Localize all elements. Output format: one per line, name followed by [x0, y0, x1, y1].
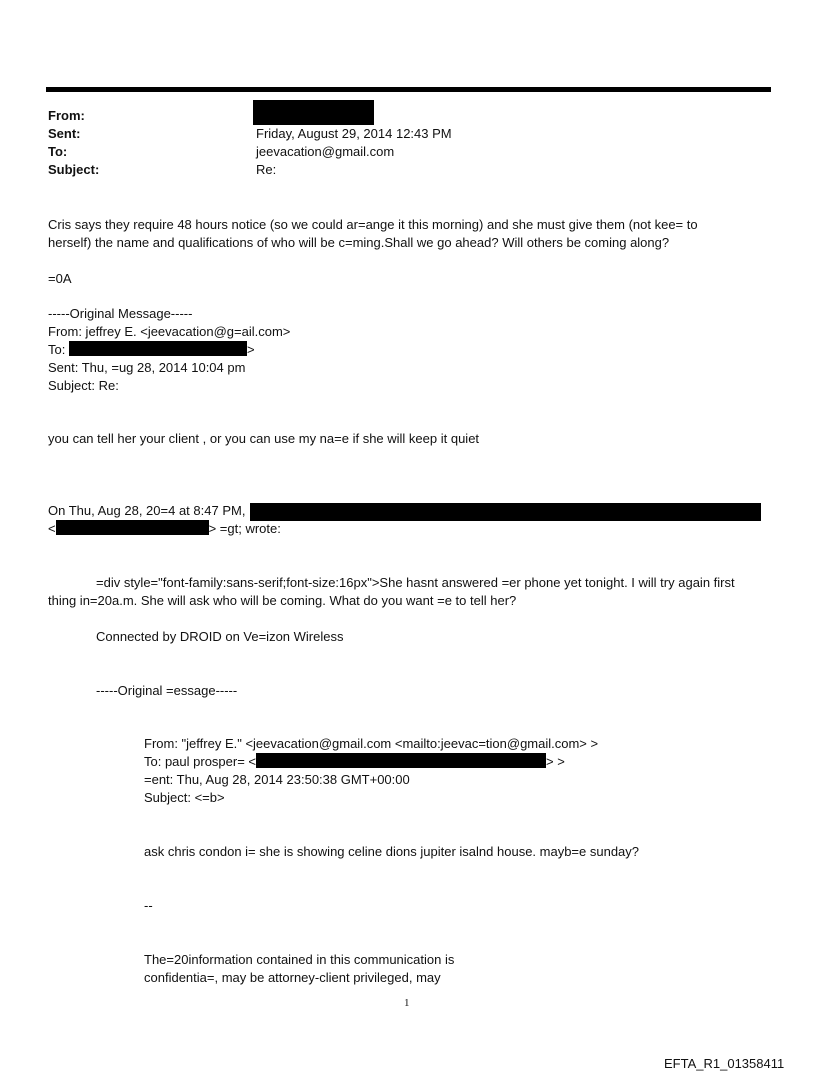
- original-to-suffix: >: [246, 342, 255, 357]
- sent-label: Sent:: [48, 126, 81, 141]
- original-message-heading: -----Original Message-----: [48, 306, 193, 321]
- redaction-from: [253, 100, 374, 125]
- redaction-to-2: [256, 753, 546, 768]
- subject-label: Subject:: [48, 162, 100, 177]
- original-2-to-suffix: > >: [546, 754, 565, 769]
- header-rule: [46, 87, 771, 92]
- ask-line: ask chris condon i= she is showing celine dions jupiter isalnd house. mayb=e sunday?: [144, 844, 640, 859]
- sent-value: Friday, August 29, 2014 12:43 PM: [256, 126, 452, 141]
- to-label: To:: [48, 144, 68, 159]
- subject-value: Re:: [256, 162, 277, 177]
- wrote-line: [48, 520, 281, 538]
- original-2-subject: Subject: <=b>: [144, 790, 225, 805]
- original-to: [48, 341, 255, 359]
- droid-line: Connected by DROID on Ve=izon Wireless: [96, 629, 344, 644]
- original-2-to: [144, 753, 565, 771]
- document-id: EFTA_R1_01358411: [664, 1056, 785, 1071]
- original-sent: Sent: Thu, =ug 28, 2014 10:04 pm: [48, 360, 246, 375]
- original-subject: Subject: Re:: [48, 378, 119, 393]
- body-para1-line1: Cris says they require 48 hours notice (so we could ar=ange it this morning) and she must give them (not kee= to: [48, 217, 698, 232]
- original-message-2-heading: -----Original =essage-----: [96, 683, 238, 698]
- redaction-sender-email: [56, 520, 209, 535]
- encoded-line: =0A: [48, 271, 72, 286]
- div-line-2: thing in=20a.m. She will ask who will be coming. What do you want =e to tell her?: [48, 593, 517, 608]
- page-number: 1: [404, 997, 410, 1009]
- original-to-prefix: To:: [48, 342, 69, 357]
- div-line-1: =div style="font-family:sans-serif;font-size:16px">She hasnt answered =er phone yet tonight. I will try again first: [96, 575, 735, 590]
- body-para1-line2: herself) the name and qualifications of who will be c=ming.Shall we go ahead? Will others be coming along?: [48, 235, 670, 250]
- original-from: From: jeffrey E. <jeevacation@g=ail.com>: [48, 324, 291, 339]
- signature-dashes: --: [144, 898, 153, 913]
- confidentiality-line-1: The=20information contained in this communication is: [144, 952, 455, 967]
- original-2-from: From: "jeffrey E." <jeevacation@gmail.com <mailto:jeevac=tion@gmail.com> >: [144, 736, 599, 751]
- original-2-sent: =ent: Thu, Aug 28, 2014 23:50:38 GMT+00:00: [144, 772, 410, 787]
- reply-line: you can tell her your client , or you can use my na=e if she will keep it quiet: [48, 431, 480, 446]
- redaction-sender-name: [250, 503, 761, 521]
- redaction-to-1: [69, 341, 247, 356]
- wrote-suffix: > =gt; wrote:: [208, 521, 281, 536]
- wrote-prefix: <: [48, 521, 56, 536]
- on-thu-line: On Thu, Aug 28, 20=4 at 8:47 PM,: [48, 503, 246, 518]
- original-2-to-prefix: To: paul prosper= <: [144, 754, 257, 769]
- from-label: From:: [48, 108, 85, 123]
- to-value: jeevacation@gmail.com: [256, 144, 395, 159]
- confidentiality-line-2: confidentia=, may be attorney-client privileged, may: [144, 970, 441, 985]
